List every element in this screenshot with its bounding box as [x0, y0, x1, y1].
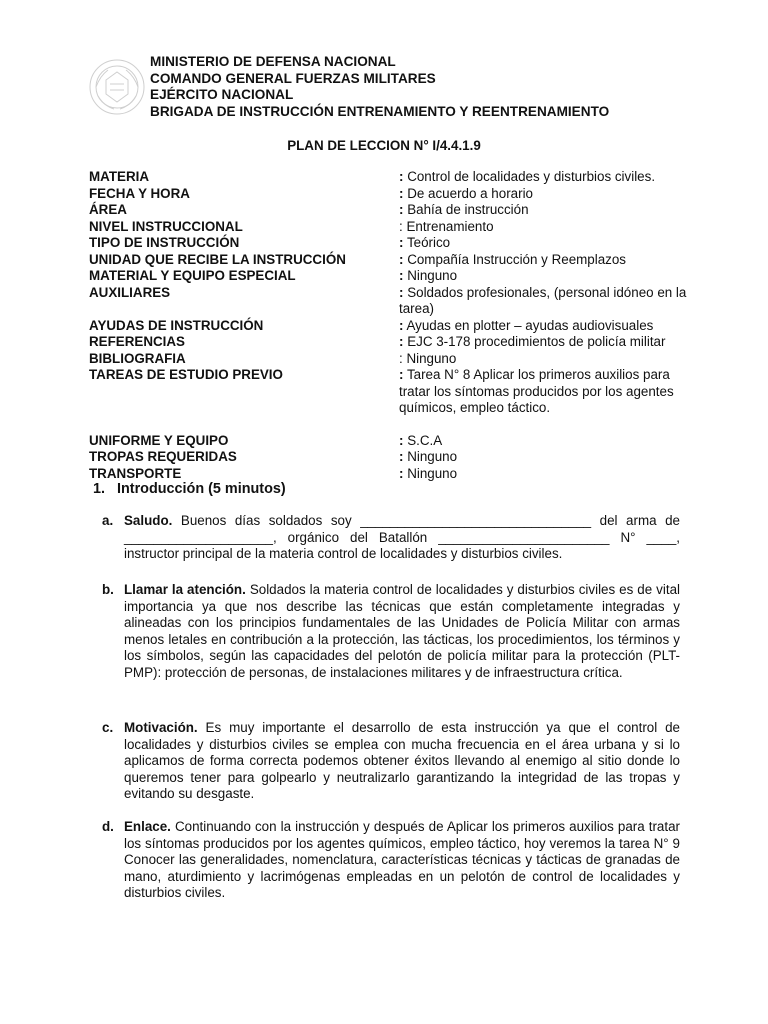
item-letter: a.	[102, 513, 114, 528]
meta-value: : S.C.A	[399, 432, 443, 448]
meta-row	[89, 285, 689, 318]
meta-label: MATERIA	[89, 169, 150, 184]
lesson-metadata	[89, 169, 689, 482]
meta-value: : Teórico	[399, 235, 451, 250]
meta-label: TIPO DE INSTRUCCIÓN	[89, 235, 240, 250]
meta-label: MATERIAL Y EQUIPO ESPECIAL	[89, 268, 296, 283]
meta-row	[89, 466, 689, 483]
meta-label: NIVEL INSTRUCCIONAL	[89, 218, 243, 234]
meta-value: : Control de localidades y disturbios civiles.	[399, 169, 656, 184]
header-line-brigade: BRIGADA DE INSTRUCCIÓN ENTRENAMIENTO Y REENTRENAMIENTO	[150, 103, 610, 119]
meta-row	[89, 449, 689, 466]
meta-value: : EJC 3-178 procedimientos de policía militar	[399, 334, 666, 349]
item-motivacion	[102, 720, 680, 803]
coat-of-arms-icon	[86, 56, 148, 118]
item-body: Buenos días soldados soy _______________________________ del arma de ____________________, orgánico del Batallón _______________________ N° ____, instructor principal de la materia control de localidades y disturbios civiles.	[124, 513, 680, 561]
meta-row	[89, 202, 689, 219]
meta-row	[89, 318, 689, 335]
meta-label: TRANSPORTE	[89, 465, 182, 481]
meta-row	[89, 268, 689, 285]
item-enlace	[102, 819, 680, 902]
item-title: Motivación.	[124, 720, 198, 735]
meta-row	[89, 235, 689, 252]
section-heading	[93, 481, 286, 498]
meta-row	[89, 169, 689, 186]
item-letter: d.	[102, 819, 114, 834]
meta-row	[89, 351, 689, 368]
meta-row	[89, 252, 689, 269]
meta-label: UNIFORME Y EQUIPO	[89, 432, 229, 448]
item-text	[124, 720, 680, 803]
meta-value: : Bahía de instrucción	[399, 202, 529, 217]
item-letter: c.	[102, 720, 114, 735]
section-title: Introducción (5 minutos)	[117, 481, 286, 497]
plan-title: PLAN DE LECCION N° I/4.4.1.9	[287, 138, 481, 153]
meta-value: : Ayudas en plotter – ayudas audiovisuales	[399, 317, 654, 333]
meta-label: AYUDAS DE INSTRUCCIÓN	[89, 317, 264, 333]
item-letter: b.	[102, 582, 114, 597]
item-title: Saludo.	[124, 513, 173, 528]
meta-row	[89, 186, 689, 203]
meta-label: REFERENCIAS	[89, 334, 185, 349]
institution-header	[150, 54, 609, 120]
meta-value: : Ninguno	[399, 465, 458, 481]
item-text	[124, 582, 680, 681]
meta-value: : Compañía Instrucción y Reemplazos	[399, 251, 627, 267]
meta-label: BIBLIOGRAFIA	[89, 350, 186, 366]
meta-row	[89, 433, 689, 450]
item-llamar-atencion	[102, 582, 680, 681]
meta-label: TROPAS REQUERIDAS	[89, 449, 237, 464]
meta-label: UNIDAD QUE RECIBE LA INSTRUCCIÓN	[89, 251, 346, 267]
meta-value: : Soldados profesionales, (personal idóneo en la tarea)	[399, 284, 687, 316]
meta-value: : Ninguno	[399, 350, 457, 366]
section-number: 1.	[93, 481, 106, 497]
item-body: Soldados la materia control de localidades y disturbios civiles es de vital importancia ya que nos describe las técnicas que están completamente integradas y alineadas con los principios fundamentales de las Unidades de Policía Militar con armas menos letales en contribución a la protección, las tácticas, los procedimientos, los términos y los símbolos, según las capacidades del pelotón de policía militar para la protección (PLT-PMP): protección de personas, de instalaciones militares y de infraestructura crítica.	[124, 582, 680, 680]
meta-label: ÁREA	[89, 202, 127, 217]
item-text	[124, 513, 680, 563]
meta-row	[89, 219, 689, 236]
header-line-command: COMANDO GENERAL FUERZAS MILITARES	[150, 70, 436, 86]
meta-value: : Ninguno	[399, 449, 458, 464]
meta-row	[89, 334, 689, 351]
header-line-ministry: MINISTERIO DE DEFENSA NACIONAL	[150, 54, 396, 69]
meta-label: FECHA Y HORA	[89, 185, 190, 201]
meta-label: AUXILIARES	[89, 284, 171, 300]
meta-value: : Entrenamiento	[399, 218, 494, 234]
meta-value: : Ninguno	[399, 268, 458, 283]
item-saludo	[102, 513, 680, 563]
meta-value: : Tarea N° 8 Aplicar los primeros auxilios para tratar los síntomas producidos por los agentes químicos, empleo táctico.	[399, 367, 674, 415]
item-title: Llamar la atención.	[124, 582, 246, 597]
item-text	[124, 819, 680, 902]
item-title: Enlace.	[124, 819, 171, 834]
header-line-army: EJÉRCITO NACIONAL	[150, 87, 294, 102]
meta-value: : De acuerdo a horario	[399, 185, 533, 201]
item-body: Continuando con la instrucción y después de Aplicar los primeros auxilios para tratar los síntomas producidos por los agentes químicos, empleo táctico, hoy veremos la tarea N° 9 Conocer las generalidades, nomenclatura, características técnicas y tácticas de granadas de mano, aturdimiento y lacrimógenas empleadas en un pelotón de control de localidades y disturbios civiles.	[124, 819, 680, 900]
meta-label: TAREAS DE ESTUDIO PREVIO	[89, 367, 283, 382]
item-body: Es muy importante el desarrollo de esta instrucción ya que el control de localidades y disturbios civiles se emplea con mucha frecuencia en el área urbana y si lo aplicamos de forma correcta podemos obtener éxitos llevando al enemigo al sitio donde lo queremos tener para golpearlo y neutralizarlo garantizando la integridad de las tropas y evitando su desgaste.	[124, 720, 680, 801]
meta-row	[89, 367, 689, 417]
